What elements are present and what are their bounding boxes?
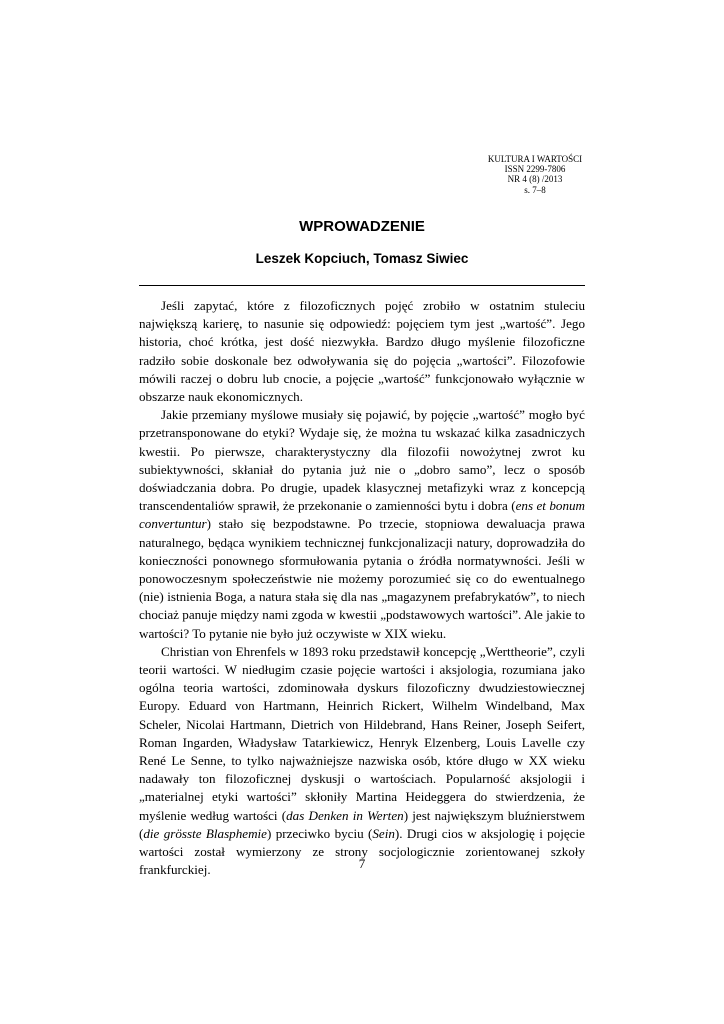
- journal-issn: ISSN 2299-7806: [504, 164, 566, 175]
- article-body: [139, 297, 585, 880]
- paragraph: [139, 406, 585, 643]
- journal-issue: NR 4 (8) /2013: [507, 174, 563, 185]
- journal-info: [470, 154, 600, 195]
- paragraph: [139, 643, 585, 880]
- text-run: Christian von Ehrenfels w 1893 roku przedstawił koncepcję „Werttheorie”, czyli teorii wartości. W niedługim czasie pojęcie wartości i aksjologia, rozumiana jako ogólna teoria wartości, zdominowała dyskurs filozoficzny dwudziestowiecznej Europy. Eduard von Hartmann, Heinrich Rickert, Wilhelm Windelband, Max Scheler, Nicolai Hartmann, Dietrich von Hildebrand, Hans Reiner, Joseph Seifert, Roman Ingarden, Władysław Tatarkiewicz, Henryk Elzenberg, Louis Lavelle czy René Le Senne, to tylko najważniejsze nazwiska osób, które długo w XX wieku nadawały ton filozoficznej dyskusji o wartościach. Popularność aksjologii i „materialnej etyki wartości” skłoniły Martina Heideggera do stwierdzenia, że myślenie według wartości (: [139, 643, 585, 823]
- italic-term: das Denken in Werten: [286, 807, 404, 823]
- journal-name: KULTURA I WARTOŚCI: [487, 154, 583, 164]
- text-run: Jeśli zapytać, które z filozoficznych pojęć zrobiło w ostatnim stuleciu największą karierę, to nasunie się odpowiedź: pojęciem tym jest „wartość”. Jego historia, choć krótka, jest dość niezwykła. Bardzo długo myślenie filozoficzne radziło sobie doskonale bez odwoływania się do pojęcia „wartości”. Filozofowie mówili raczej o dobru lub cnocie, a pojęcie „wartość” funkcjonowało wyłącznie w obszarze nauk ekonomicznych.: [139, 298, 585, 405]
- italic-term: Sein: [372, 825, 395, 841]
- text-run: ). Drugi cios w aksjologię i pojęcie wartości został wymierzony ze strony socjologicznie zorientowanej szkoły frankfurckiej.: [139, 825, 585, 878]
- article-authors: Leszek Kopciuch, Tomasz Siwiec: [255, 251, 469, 266]
- text-run: ) przeciwko byciu (: [266, 825, 373, 841]
- text-run: ) jest największym bluźnierstwem (: [139, 807, 585, 841]
- title-divider: [139, 285, 585, 286]
- journal-pages: s. 7–8: [524, 184, 546, 195]
- article-title: WPROWADZENIE: [299, 218, 425, 235]
- page-number: 7: [358, 856, 366, 871]
- text-run: Jakie przemiany myślowe musiały się pojawić, by pojęcie „wartość” mogło być przetransponowane do etyki? Wydaje się, że można tu wskazać kilka zasadniczych kwestii. Po pierwsze, charakterystyczny dla filozofii nowożytnej zwrot ku subiektywności, skłaniał do pytania już nie o „dobro samo”, lecz o sposób doświadczania dobra. Po drugie, upadek klasycznej metafizyki wraz z koncepcją transcendentaliów sprawił, że przekonanie o zamienności bytu i dobra (: [139, 407, 585, 514]
- italic-term: die grösste Blasphemie: [143, 825, 267, 841]
- italic-term: ens et bonum convertuntur: [139, 498, 585, 532]
- text-run: ) stało się bezpodstawne. Po trzecie, stopniowa dewaluacja prawa naturalnego, będąca wynikiem technicznej funkcjonalizacji natury, doprowadziła do konieczności ponownego sformułowania pytania o źródła normatywności. Jeśli w ponowoczesnym społeczeństwie nie możemy porozumieć się co do ewentualnego (nie) istnienia Boga, a natura stała się dla nas „magazynem prefabrykatów”, to niech chociaż panuje między nami zgoda w kwestii „podstawowych wartości”. Ale jakie to wartości? To pytanie nie było już oczywiste w XIX wieku.: [139, 516, 585, 641]
- paragraph: [139, 297, 585, 406]
